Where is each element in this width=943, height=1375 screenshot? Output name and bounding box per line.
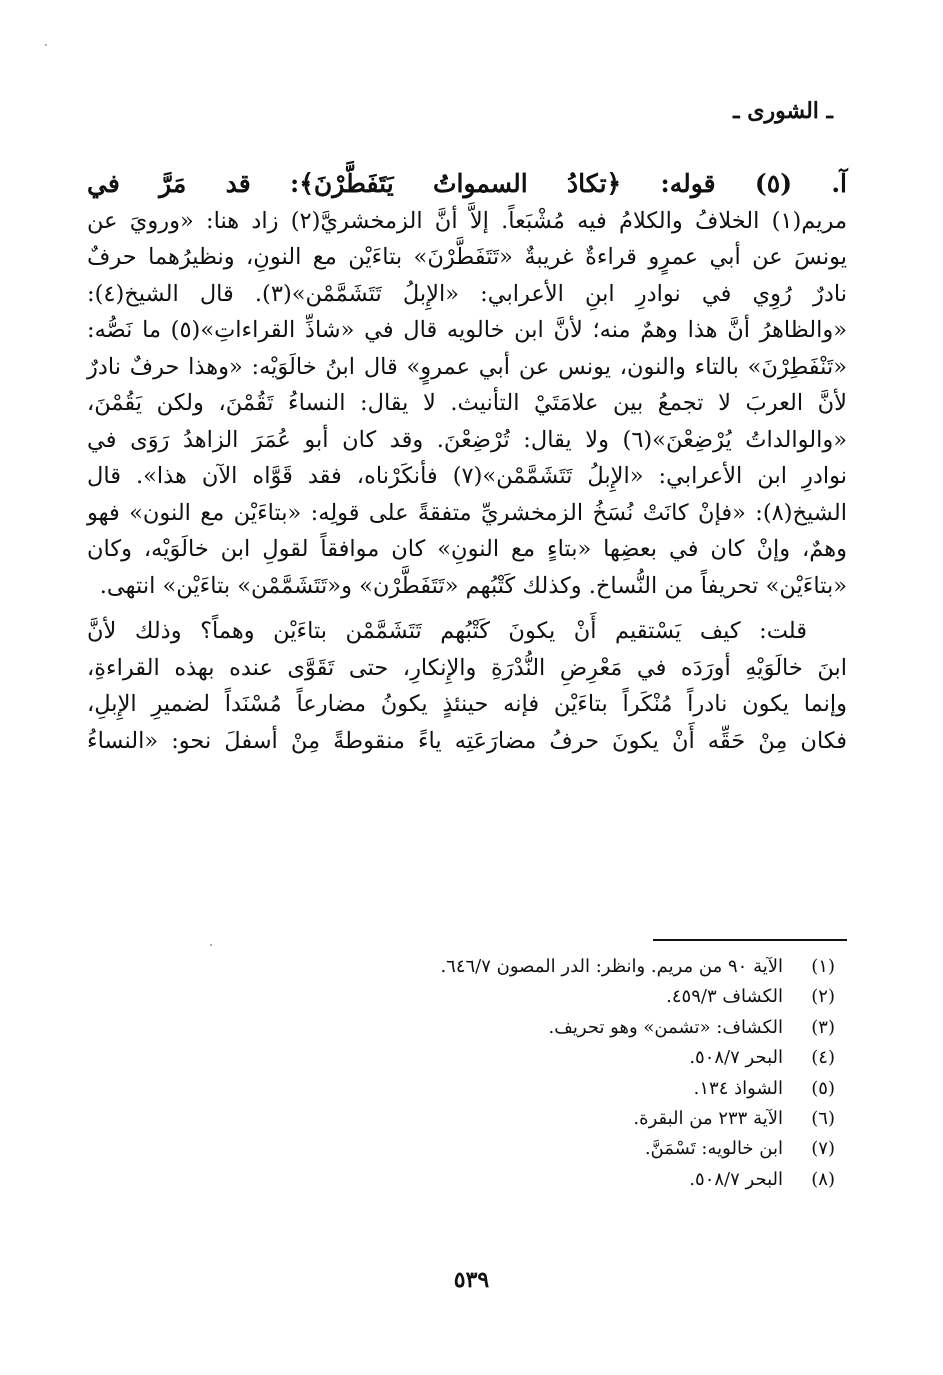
body-line: «والظاهرُ أنَّ هذا وهمٌ منه؛ لأنَّ ابن خالويه قال في «شاذِّ القراءاتِ»(٥) ما نَصُّه: — [87, 317, 847, 343]
footnote-text: الكشاف ٤٥٩/٣. — [666, 986, 783, 1008]
scan-speck — [210, 944, 212, 946]
footnote-text: الكشاف: «تشمن» وهو تحريف. — [548, 1016, 783, 1038]
main-text — [87, 166, 847, 759]
footnote — [235, 1074, 835, 1104]
footnote-number: (٨) — [811, 1168, 835, 1190]
footnote — [235, 1013, 835, 1043]
body-line: «تَنْفَطِرْنَ» بالتاء والنون، يونس عن أبي عمروٍ» قال ابنُ خالَوَيْه: «وهذا حرفٌ نادرٌ — [87, 353, 847, 380]
footnote — [235, 952, 835, 982]
footnote-number: (١) — [811, 956, 835, 977]
body-line: نوادرِ ابن الأعرابي: «الإِبلُ تَتَشَمَّمْن»(٧) فأنكَرْناه، فقد قَوَّاه الآن هذا». قال — [87, 463, 847, 489]
footnote — [235, 982, 835, 1012]
footnote — [235, 1043, 835, 1073]
footnote-text: البحر ٥٠٨/٧. — [689, 1168, 783, 1190]
footnote-number: (٥) — [811, 1077, 835, 1099]
footnotes — [235, 952, 835, 1195]
body-line: وإنما يكون نادراً مُنْكَراً بتاءَيْن فإنه حينئذٍ يكونُ مضارعاً مُسْنَداً لضميرِ الإِبلِ، — [87, 691, 847, 717]
body-line: مريم(١) الخلافُ والكلامُ فيه مُشْبَعاً. إلاَّ أنَّ الزمخشريَّ(٢) زاد هنا: «ورويَ عن — [87, 207, 847, 234]
body-line: «والوالداتُ يُرْضِعْنَ»(٦) ولا يقال: تُرْضِعْنَ. وقد كان أبو عُمَرَ الزاهدُ رَوَى في — [87, 426, 847, 453]
scan-speck — [45, 44, 47, 46]
footnote-separator — [653, 939, 847, 941]
footnote-number: (٢) — [811, 986, 835, 1008]
footnote-text: الآية ٩٠ من مريم. وانظر: الدر المصون ٦٤٦/٧. — [440, 956, 783, 977]
body-line: قلت: كيف يَسْتقيم أَنْ يكونَ كَتْبُهم تَتَشَمَّمْن بتاءَيْن وهماً؟ وذلك لأنَّ — [87, 618, 807, 644]
body-line: الشيخ(٨): «فإنْ كانَتْ نُسَخُ الزمخشريِّ متفقةً على قولِه: «بتاءَيْن مع النون» فهو — [87, 499, 847, 526]
footnote-number: (٧) — [811, 1138, 835, 1160]
body-line: آ. (٥) قوله: ﴿تكادُ السمواتُ يَتَفَطَّرْنَ﴾: قد مَرَّ في — [87, 169, 847, 198]
footnote — [235, 1165, 835, 1195]
running-header: ـ الشورى ـ — [733, 98, 833, 124]
footnote-number: (٦) — [811, 1107, 835, 1129]
footnote — [235, 1134, 835, 1164]
body-line: نادرٌ رُوِي في نوادرِ ابنِ الأعرابي: «الإِبلُ تَتَشَمَّمْن»(٣). قال الشيخ(٤): — [87, 280, 847, 307]
page-number: ٥٣٩ — [453, 1267, 490, 1293]
footnote-text: الشواذ ١٣٤. — [693, 1077, 783, 1099]
footnote-number: (٣) — [811, 1016, 835, 1038]
body-line: فكان مِنْ حَقِّه أَنْ يكونَ حرفُ مضارَعَتِه ياءً منقوطةً مِنْ أسفلَ نحو: «النساءُ — [87, 727, 847, 754]
body-line: ابنَ خالَوَيْهِ أورَدَه في مَعْرِضِ النُّدْرَةِ والإِنكارِ، حتى تَقَوَّى عنده بهذه القراءةِ، — [87, 654, 847, 681]
footnote-text: ابن خالويه: تَسْمَنَّ. — [644, 1138, 783, 1160]
body-line: يونسَ عن أبي عمرٍو قراءةٌ غريبةٌ «تَتَفَطَّرْنَ» بتاءَيْن مع النونِ، ونظيرُهما حرفٌ — [87, 244, 847, 270]
footnote-text: الآية ٢٣٣ من البقرة. — [633, 1107, 783, 1129]
body-line: لأنَّ العربَ لا تجمعُ بين علامَتَيْ التأنيث. لا يقال: النساءُ تَقُمْنَ، ولكن يَقُمْنَ، — [87, 390, 847, 416]
paragraph-gap — [87, 604, 847, 613]
footnote — [235, 1104, 835, 1134]
body-line: وهمٌ، وإنْ كان في بعضِها «بتاءٍ مع النونِ» كان موافقاً لقولِ ابن خالَوَيْه، وكان — [87, 536, 847, 562]
body-line: «بتاءَيْن» تحريفاً من النُّساخ. وكذلك كَتْبُهم «تَتَفَطَّرْن» و«تَتَشَمَّمْن» بتاءَيْن» انتهى. — [99, 572, 847, 599]
footnote-text: البحر ٥٠٨/٧. — [689, 1047, 783, 1069]
footnote-number: (٤) — [811, 1047, 835, 1069]
